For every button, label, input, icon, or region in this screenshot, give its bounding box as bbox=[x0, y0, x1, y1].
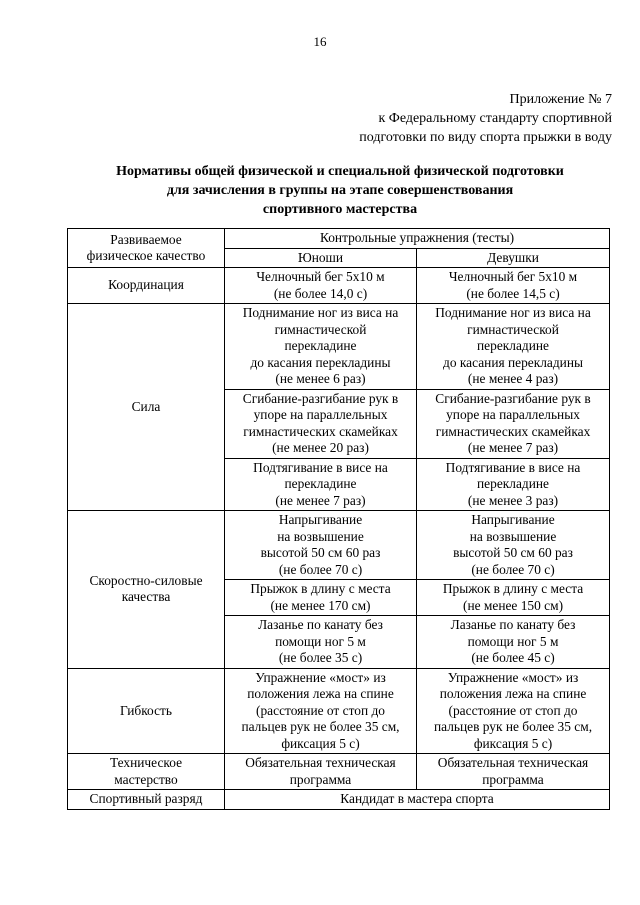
cell-girls: Прыжок в длину с места (не менее 150 см) bbox=[417, 580, 610, 616]
appendix-line: подготовки по виду спорта прыжки в воду bbox=[359, 130, 612, 145]
appendix-header bbox=[359, 90, 612, 147]
quality-speed-strength: Скоростно-силовые качества bbox=[68, 511, 225, 669]
cell-boys: Прыжок в длину с места (не менее 170 см) bbox=[225, 580, 417, 616]
cell-girls: Напрыгивание на возвышение высотой 50 см 60 раз (не более 70 с) bbox=[417, 511, 610, 580]
title-line: для зачисления в группы на этапе совершенствования bbox=[166, 183, 514, 198]
cell-boys: Подтягивание в висе на перекладине (не менее 7 раз) bbox=[225, 458, 417, 511]
cell-rank-value: Кандидат в мастера спорта bbox=[225, 790, 610, 810]
title-line: Нормативы общей физической и специальной физической подготовки bbox=[116, 164, 564, 179]
cell-girls: Обязательная техническая программа bbox=[417, 754, 610, 790]
appendix-line: Приложение № 7 bbox=[509, 92, 612, 107]
cell-boys: Упражнение «мост» из положения лежа на спине (расстояние от стоп до пальцев рук не более 35 см, фиксация 5 с) bbox=[225, 668, 417, 754]
page-number: 16 bbox=[313, 34, 327, 49]
cell-boys: Обязательная техническая программа bbox=[225, 754, 417, 790]
quality-strength: Сила bbox=[68, 304, 225, 511]
appendix-line: к Федеральному стандарту спортивной bbox=[378, 111, 612, 126]
quality-rank: Спортивный разряд bbox=[68, 790, 225, 810]
header-tests: Контрольные упражнения (тесты) bbox=[225, 229, 610, 249]
title-line: спортивного мастерства bbox=[262, 202, 418, 217]
cell-boys: Поднимание ног из виса на гимнастической перекладине до касания перекладины (не менее 6 раз) bbox=[225, 304, 417, 390]
cell-boys: Сгибание-разгибание рук в упоре на параллельных гимнастических скамейках (не менее 20 раз) bbox=[225, 389, 417, 458]
cell-boys: Челночный бег 5x10 м (не более 14,0 с) bbox=[225, 268, 417, 304]
norms-table bbox=[67, 228, 610, 810]
quality-flexibility: Гибкость bbox=[68, 668, 225, 754]
header-boys: Юноши bbox=[225, 248, 417, 268]
cell-boys: Лазанье по канату без помощи ног 5 м (не более 35 с) bbox=[225, 616, 417, 669]
quality-coordination: Координация bbox=[68, 268, 225, 304]
cell-girls: Сгибание-разгибание рук в упоре на параллельных гимнастических скамейках (не менее 7 раз) bbox=[417, 389, 610, 458]
header-girls: Девушки bbox=[417, 248, 610, 268]
cell-boys: Напрыгивание на возвышение высотой 50 см 60 раз (не более 70 с) bbox=[225, 511, 417, 580]
header-quality: Развиваемое физическое качество bbox=[68, 229, 225, 268]
quality-technique: Техническое мастерство bbox=[68, 754, 225, 790]
cell-girls: Упражнение «мост» из положения лежа на спине (расстояние от стоп до пальцев рук не более 35 см, фиксация 5 с) bbox=[417, 668, 610, 754]
cell-girls: Подтягивание в висе на перекладине (не менее 3 раз) bbox=[417, 458, 610, 511]
cell-girls: Поднимание ног из виса на гимнастической перекладине до касания перекладины (не менее 4 раз) bbox=[417, 304, 610, 390]
cell-girls: Челночный бег 5x10 м (не более 14,5 с) bbox=[417, 268, 610, 304]
cell-girls: Лазанье по канату без помощи ног 5 м (не более 45 с) bbox=[417, 616, 610, 669]
document-title bbox=[0, 162, 640, 219]
